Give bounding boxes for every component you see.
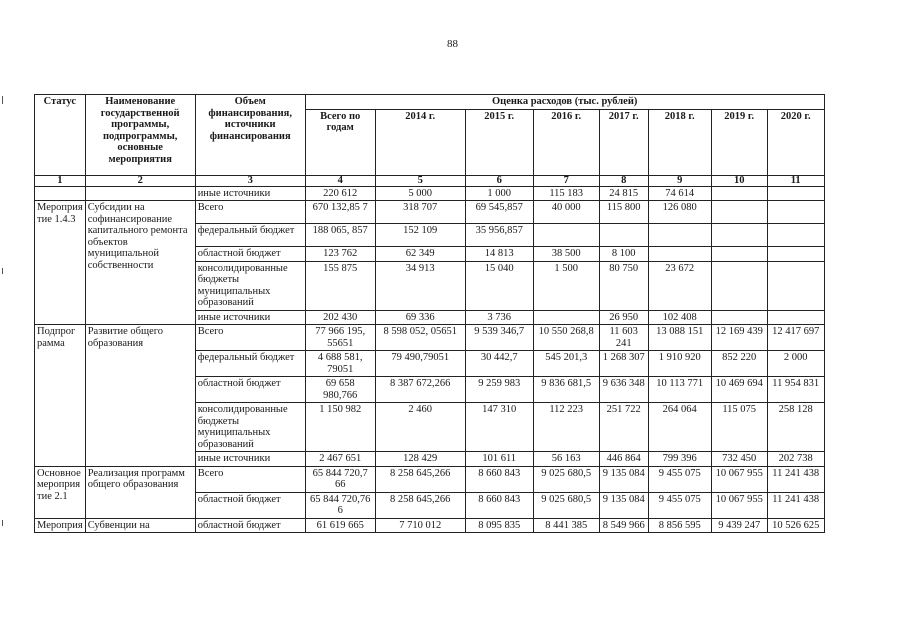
name-cell: Субвенции на [85,518,195,533]
status-cell: Мероприя тие 1.4.3 [35,201,86,325]
year-value-cell: 152 109 [375,224,465,247]
name-cell [85,186,195,201]
source-cell: Всего [195,325,305,351]
year-value-cell [711,261,767,310]
header-year: 2020 г. [767,109,824,175]
year-value-cell: 7 710 012 [375,518,465,533]
year-value-cell: 30 442,7 [465,351,533,377]
source-cell: областной бюджет [195,377,305,403]
header-source: Объем финансирования, источники финансирования [195,95,305,176]
year-value-cell: 80 750 [599,261,648,310]
total-cell: 188 065, 857 [305,224,375,247]
index-row [35,175,825,186]
year-value-cell: 9 135 084 [599,492,648,518]
year-value-cell [767,310,824,325]
header-total: Всего по годам [305,109,375,175]
total-cell: 77 966 195, 55651 [305,325,375,351]
year-value-cell [533,310,599,325]
year-value-cell: 2 000 [767,351,824,377]
year-value-cell: 12 417 697 [767,325,824,351]
name-cell: Субсидии на софинансирование капитального ремонта объектов муниципальной собственности [85,201,195,325]
year-value-cell: 15 040 [465,261,533,310]
year-value-cell [767,224,824,247]
year-value-cell [767,261,824,310]
year-value-cell [648,247,711,262]
year-value-cell [767,247,824,262]
index-cell: 3 [195,175,305,186]
header-row [35,95,825,110]
year-value-cell: 34 913 [375,261,465,310]
source-cell: консолидированные бюджеты муниципальных образований [195,403,305,452]
index-cell: 2 [85,175,195,186]
index-cell: 7 [533,175,599,186]
year-value-cell: 799 396 [648,452,711,467]
scan-mark-left [2,96,3,104]
index-cell: 1 [35,175,86,186]
year-value-cell: 8 441 385 [533,518,599,533]
source-cell: Всего [195,201,305,224]
year-value-cell: 10 067 955 [711,466,767,492]
year-value-cell: 74 614 [648,186,711,201]
total-cell: 2 467 651 [305,452,375,467]
year-value-cell: 126 080 [648,201,711,224]
year-value-cell: 10 526 625 [767,518,824,533]
year-value-cell: 446 864 [599,452,648,467]
year-value-cell [533,224,599,247]
header-year: 2016 г. [533,109,599,175]
year-value-cell: 11 603 241 [599,325,648,351]
year-value-cell: 128 429 [375,452,465,467]
status-cell: Основное мероприя тие 2.1 [35,466,86,518]
year-value-cell: 11 954 831 [767,377,824,403]
year-value-cell: 147 310 [465,403,533,452]
year-value-cell: 1 500 [533,261,599,310]
name-cell: Реализация программ общего образования [85,466,195,518]
year-value-cell: 732 450 [711,452,767,467]
year-value-cell: 1 268 307 [599,351,648,377]
year-value-cell: 115 183 [533,186,599,201]
year-value-cell: 202 738 [767,452,824,467]
year-value-cell: 13 088 151 [648,325,711,351]
year-value-cell: 8 856 595 [648,518,711,533]
scan-mark-left [2,268,3,274]
year-value-cell: 115 075 [711,403,767,452]
total-cell: 123 762 [305,247,375,262]
total-cell: 69 658 980,766 [305,377,375,403]
year-value-cell: 24 815 [599,186,648,201]
total-cell: 65 844 720,76 6 [305,492,375,518]
status-cell: Мероприя [35,518,86,533]
year-value-cell: 14 813 [465,247,533,262]
year-value-cell: 11 241 438 [767,466,824,492]
total-cell: 65 844 720,7 66 [305,466,375,492]
table-row [35,201,825,224]
year-value-cell: 545 201,3 [533,351,599,377]
table-row [35,466,825,492]
year-value-cell: 10 067 955 [711,492,767,518]
index-cell: 9 [648,175,711,186]
year-value-cell: 264 064 [648,403,711,452]
total-cell: 1 150 982 [305,403,375,452]
year-value-cell [711,201,767,224]
year-value-cell: 38 500 [533,247,599,262]
total-cell: 4 688 581, 79051 [305,351,375,377]
year-value-cell: 258 128 [767,403,824,452]
year-value-cell: 35 956,857 [465,224,533,247]
name-cell: Развитие общего образования [85,325,195,467]
year-value-cell: 9 539 346,7 [465,325,533,351]
year-value-cell: 9 636 348 [599,377,648,403]
total-cell: 155 875 [305,261,375,310]
year-value-cell: 8 258 645,266 [375,466,465,492]
year-value-cell: 8 598 052, 05651 [375,325,465,351]
source-cell: иные источники [195,186,305,201]
year-value-cell: 8 258 645,266 [375,492,465,518]
source-cell: консолидированные бюджеты муниципальных образований [195,261,305,310]
total-cell: 670 132,85 7 [305,201,375,224]
year-value-cell: 9 025 680,5 [533,466,599,492]
source-cell: областной бюджет [195,247,305,262]
header-costs: Оценка расходов (тыс. рублей) [305,95,824,110]
year-value-cell: 8 387 672,266 [375,377,465,403]
budget-table [34,94,825,533]
source-cell: областной бюджет [195,492,305,518]
total-cell: 220 612 [305,186,375,201]
source-cell: иные источники [195,452,305,467]
year-value-cell: 852 220 [711,351,767,377]
index-cell: 8 [599,175,648,186]
scan-mark-left [2,520,3,526]
header-year: 2015 г. [465,109,533,175]
year-value-cell [711,310,767,325]
year-value-cell [711,247,767,262]
index-cell: 5 [375,175,465,186]
year-value-cell: 9 439 247 [711,518,767,533]
year-value-cell: 11 241 438 [767,492,824,518]
year-value-cell: 8 660 843 [465,492,533,518]
year-value-cell: 8 100 [599,247,648,262]
year-value-cell: 8 549 966 [599,518,648,533]
year-value-cell: 69 336 [375,310,465,325]
status-cell [35,186,86,201]
year-value-cell [767,201,824,224]
year-value-cell: 3 736 [465,310,533,325]
status-cell: Подпрог рамма [35,325,86,467]
year-value-cell: 8 660 843 [465,466,533,492]
year-value-cell: 1 910 920 [648,351,711,377]
index-cell: 11 [767,175,824,186]
year-value-cell: 1 000 [465,186,533,201]
year-value-cell: 10 113 771 [648,377,711,403]
year-value-cell: 251 722 [599,403,648,452]
year-value-cell [599,224,648,247]
source-cell: федеральный бюджет [195,224,305,247]
year-value-cell: 10 469 694 [711,377,767,403]
year-value-cell: 9 455 075 [648,466,711,492]
page-number: 88 [447,38,458,50]
year-value-cell: 79 490,79051 [375,351,465,377]
year-value-cell: 56 163 [533,452,599,467]
source-cell: федеральный бюджет [195,351,305,377]
header-year: 2014 г. [375,109,465,175]
table-row [35,518,825,533]
year-value-cell: 102 408 [648,310,711,325]
year-value-cell: 40 000 [533,201,599,224]
header-status: Статус [35,95,86,176]
year-value-cell: 8 095 835 [465,518,533,533]
table-row [35,325,825,351]
header-name: Наименование государственной программы, подпрограммы, основные мероприятия [85,95,195,176]
header-year: 2017 г. [599,109,648,175]
year-value-cell: 9 135 084 [599,466,648,492]
year-value-cell [767,186,824,201]
year-value-cell [648,224,711,247]
index-cell: 6 [465,175,533,186]
year-value-cell: 9 455 075 [648,492,711,518]
source-cell: Всего [195,466,305,492]
year-value-cell [711,224,767,247]
header-year: 2018 г. [648,109,711,175]
year-value-cell: 5 000 [375,186,465,201]
source-cell: областной бюджет [195,518,305,533]
budget-table-wrapper [34,94,825,533]
year-value-cell: 112 223 [533,403,599,452]
year-value-cell: 62 349 [375,247,465,262]
year-value-cell: 10 550 268,8 [533,325,599,351]
year-value-cell: 115 800 [599,201,648,224]
header-year: 2019 г. [711,109,767,175]
index-cell: 4 [305,175,375,186]
year-value-cell: 69 545,857 [465,201,533,224]
year-value-cell: 2 460 [375,403,465,452]
index-cell: 10 [711,175,767,186]
year-value-cell [711,186,767,201]
year-value-cell: 26 950 [599,310,648,325]
source-cell: иные источники [195,310,305,325]
year-value-cell: 9 836 681,5 [533,377,599,403]
total-cell: 202 430 [305,310,375,325]
table-row [35,186,825,201]
year-value-cell: 101 611 [465,452,533,467]
year-value-cell: 9 025 680,5 [533,492,599,518]
year-value-cell: 23 672 [648,261,711,310]
year-value-cell: 9 259 983 [465,377,533,403]
total-cell: 61 619 665 [305,518,375,533]
year-value-cell: 318 707 [375,201,465,224]
year-value-cell: 12 169 439 [711,325,767,351]
